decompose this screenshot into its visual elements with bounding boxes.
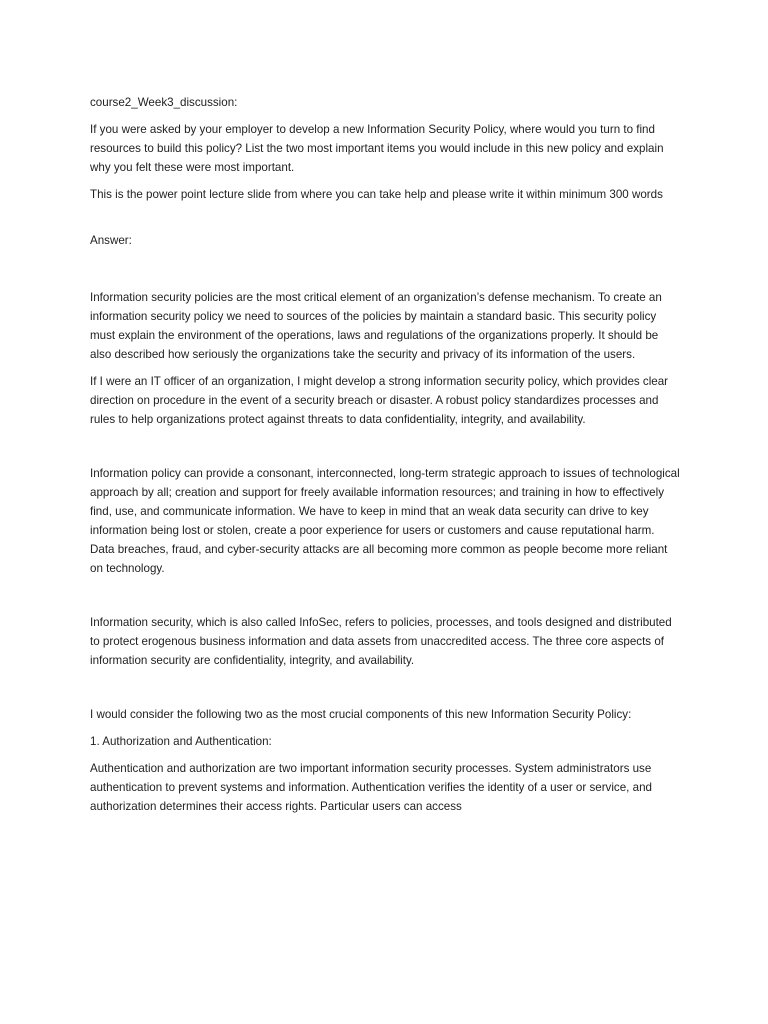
document-title: course2_Week3_discussion:	[90, 96, 238, 109]
instruction-paragraph: This is the power point lecture slide from where you can take help and please write it within minimum 300 words	[90, 188, 663, 201]
answer-label: Answer:	[90, 234, 132, 247]
answer-paragraph-6: Authentication and authorization are two important information security processes. System administrators use authentication to prevent systems and information. Authentication verifies the identity of a user or service, and authorization determines their access rights. Particular users can access	[90, 762, 652, 813]
question-paragraph: If you were asked by your employer to develop a new Information Security Policy, where would you turn to find resources to build this policy? List the two most important items you would include in this new policy and explain why you felt these were most important.	[90, 123, 664, 174]
section-heading-authorization: 1. Authorization and Authentication:	[90, 735, 272, 748]
answer-paragraph-2: If I were an IT officer of an organization, I might develop a strong information security policy, which provides clear direction on procedure in the event of a security breach or disaster. A robust policy standardizes processes and rules to help organizations protect against threats to data confidentiality, integrity, and availability.	[90, 375, 669, 426]
answer-paragraph-5: I would consider the following two as the most crucial components of this new Information Security Policy:	[90, 708, 632, 721]
answer-paragraph-4: Information security, which is also called InfoSec, refers to policies, processes, and tools designed and distributed to protect erogenous business information and data assets from unaccredited access. The three core aspects of information security are confidentiality, integrity, and availability.	[90, 616, 672, 667]
answer-paragraph-3: Information policy can provide a consonant, interconnected, long-term strategic approach to issues of technological approach by all; creation and support for freely available information resources; and training in how to effectively find, use, and communicate information. We have to keep in mind that an weak data security can drive to key information being lost or stolen, create a poor experience for users or customers and cause reputational harm. Data breaches, fraud, and cyber-security attacks are all becoming more common as people become more reliant on technology.	[90, 467, 680, 575]
answer-paragraph-1: Information security policies are the most critical element of an organization’s defense mechanism. To create an information security policy we need to sources of the policies by maintain a standard basic. This security policy must explain the environment of the operations, laws and regulations of the organizations properly. It should be also described how seriously the organizations take the security and privacy of its information of the users.	[90, 291, 662, 361]
document-body	[90, 93, 680, 816]
